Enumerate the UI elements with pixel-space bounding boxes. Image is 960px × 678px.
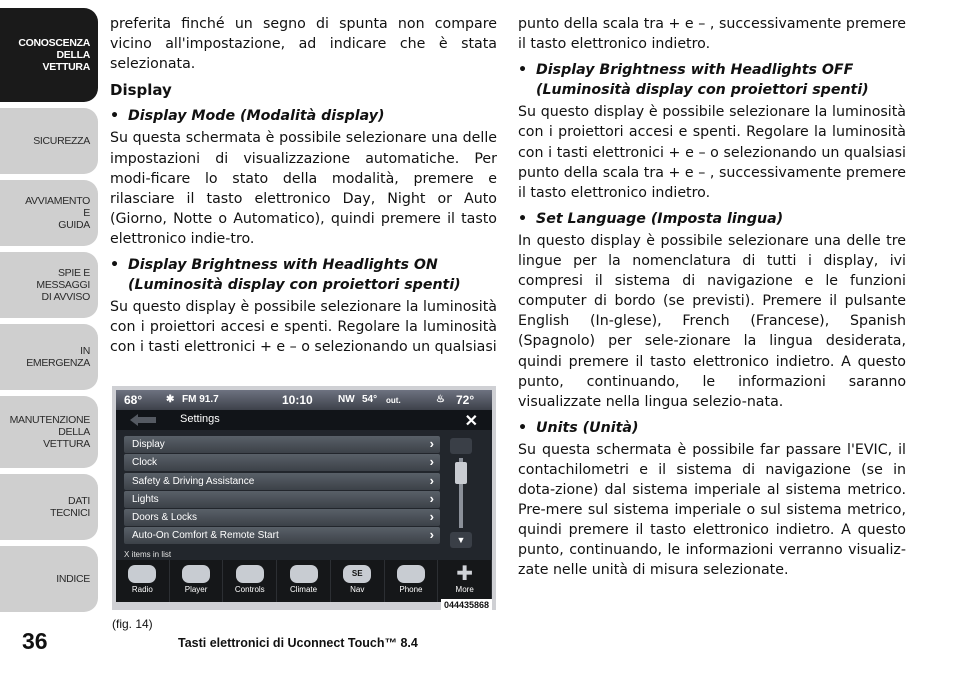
- tab-indice[interactable]: [0, 546, 98, 612]
- bullet-dot: •: [518, 419, 528, 436]
- tab-label-line: TECNICI: [50, 507, 90, 519]
- status-bar: [116, 390, 492, 410]
- phone-icon: [397, 565, 425, 583]
- list-item-label: Display: [132, 439, 165, 450]
- bullet-title: Display Mode (Modalità display): [128, 108, 385, 125]
- paragraph-brightness-off: Su questo display è possibile selezionare la luminosità con i proiettori accesi e spenti. Regolare la luminosità con i tasti elettronici + e – o selezionando un qualsiasi punto della scala tra + e – , successivamente premere il tasto elettronico indietro.: [518, 104, 906, 201]
- climate-button[interactable]: [277, 560, 331, 602]
- tab-label-line: DELLA: [56, 49, 90, 61]
- chevron-right-icon: ›: [429, 527, 434, 543]
- outside-temp: 54°: [362, 394, 378, 405]
- radio-station: FM 91.7: [182, 394, 219, 405]
- radio-button[interactable]: [116, 560, 170, 602]
- tab-label-line: EMERGENZA: [26, 357, 90, 369]
- figure-caption: Tasti elettronici di Uconnect Touch™ 8.4: [178, 636, 418, 650]
- compass-heading: NW: [338, 394, 355, 405]
- player-icon: [182, 565, 210, 583]
- tab-spie-e-messaggi[interactable]: [0, 252, 98, 318]
- bullet-display-mode: [110, 106, 497, 126]
- nav-icon: SE: [343, 565, 371, 583]
- tab-manutenzione-della-vettura[interactable]: [0, 396, 98, 468]
- tab-label-line: AVVIAMENTO: [25, 195, 90, 207]
- figure-label: (fig. 14): [112, 617, 153, 631]
- bullet-dot: •: [110, 108, 120, 125]
- tab-conoscenza-della-vettura[interactable]: [0, 8, 98, 102]
- tab-avviamento-e-guida[interactable]: [0, 180, 98, 246]
- temp-left: 68°: [124, 393, 143, 407]
- bullet-dot: •: [518, 210, 528, 227]
- scroll-down-icon[interactable]: ▼: [450, 532, 472, 548]
- bullet-dot: •: [518, 62, 528, 79]
- list-item[interactable]: [124, 473, 440, 490]
- tab-dati-tecnici[interactable]: [0, 474, 98, 540]
- chevron-right-icon: ›: [429, 509, 434, 525]
- scroll-up-button[interactable]: [450, 438, 472, 454]
- tab-label-line: VETTURA: [43, 438, 90, 450]
- screen-title: Settings: [180, 413, 220, 425]
- bullet-title: Set Language (Imposta lingua): [536, 210, 784, 227]
- outside-label: out.: [386, 396, 401, 405]
- left-column: [110, 14, 497, 364]
- bullet-brightness-off: [518, 60, 906, 100]
- chevron-right-icon: ›: [429, 472, 434, 488]
- chevron-right-icon: ›: [429, 490, 434, 506]
- list-item[interactable]: [124, 491, 440, 508]
- tab-label-line: SICUREZZA: [33, 135, 90, 147]
- list-item[interactable]: [124, 509, 440, 526]
- controls-icon: [236, 565, 264, 583]
- back-arrow-icon[interactable]: [130, 414, 156, 426]
- list-item[interactable]: [124, 436, 440, 453]
- plus-icon: ✚: [456, 563, 474, 585]
- bullet-set-language: [518, 209, 906, 229]
- tab-label-line: GUIDA: [58, 219, 90, 231]
- antenna-icon: ✱: [166, 394, 175, 405]
- tab-label-line: IN: [80, 345, 90, 357]
- tab-label-line: E: [83, 207, 90, 219]
- player-label: Player: [184, 585, 208, 594]
- paragraph-display-mode: Su questa schermata è possibile selezionare una delle impostazioni di visualizzazione automatiche. Per modi-ficare lo stato della modalità, premere e rilasciare il tasto elettronico Day, Night or Auto (Giorno, Notte o Automatico), quindi premere il tasto elettronico indie-tro.: [110, 130, 497, 247]
- list-item-label: Clock: [132, 457, 158, 469]
- bullet-title: Units (Unità): [536, 419, 639, 436]
- list-item[interactable]: [124, 454, 440, 471]
- tab-in-emergenza[interactable]: [0, 324, 98, 390]
- bullet-title: Display Brightness with Headlights OFF (Luminosità display con proiettori spenti): [536, 62, 869, 99]
- tab-label-line: MANUTENZIONE: [9, 414, 90, 426]
- list-item[interactable]: [124, 527, 440, 544]
- seat-heat-icon: ♨: [436, 394, 445, 405]
- more-label: More: [455, 585, 474, 594]
- radio-label: Radio: [131, 585, 153, 594]
- paragraph-units: Su questa schermata è possibile far passare l'EVIC, il contachilometri e il sistema di navigazione (se in dota-zione) dal sistema imperiale al sistema metrico. Pre-mere sul sistema imperiale o sul sistema metrico, quindi premere il tasto elettronico indietro. A questo punto, continuando, le informazioni verranno visualiz-zate nelle unità di misura selezionate.: [518, 441, 906, 579]
- figure-uconnect-screen: [112, 386, 496, 610]
- temp-right: 72°: [456, 393, 475, 407]
- scrollbar[interactable]: [450, 438, 472, 550]
- nav-label: Nav: [350, 585, 365, 594]
- climate-icon: [290, 565, 318, 583]
- chevron-right-icon: ›: [429, 436, 434, 451]
- section-heading-display: Display: [110, 81, 172, 100]
- phone-label: Phone: [399, 585, 423, 594]
- list-item-label: Lights: [132, 493, 159, 505]
- tab-label-line: INDICE: [56, 573, 90, 585]
- close-icon[interactable]: ✕: [464, 413, 478, 430]
- tab-label-line: VETTURA: [42, 61, 90, 73]
- list-item-label: Doors & Locks: [132, 512, 198, 524]
- controls-label: Controls: [234, 585, 265, 594]
- items-count-note: X items in list: [124, 550, 172, 559]
- climate-label: Climate: [289, 585, 318, 594]
- tab-label-line: CONOSCENZA: [18, 37, 90, 49]
- controls-button[interactable]: [223, 560, 277, 602]
- bottom-nav-bar: [116, 560, 492, 602]
- radio-icon: [128, 565, 156, 583]
- tab-label-line: DELLA: [58, 426, 90, 438]
- more-button[interactable]: [438, 560, 492, 602]
- touch-screen: [116, 390, 492, 602]
- paragraph-continuation: punto della scala tra + e – , successivamente premere il tasto elettronico indietro.: [518, 16, 906, 53]
- tab-label-line: DATI: [68, 495, 90, 507]
- tab-sicurezza[interactable]: [0, 108, 98, 174]
- scroll-thumb[interactable]: [455, 462, 467, 484]
- bullet-units: [518, 418, 906, 438]
- bullet-title: Display Brightness with Headlights ON (Luminosità display con proiettori spenti): [128, 257, 461, 294]
- title-bar: [116, 410, 492, 430]
- nav-button[interactable]: [331, 560, 385, 602]
- bullet-dot: •: [110, 257, 120, 274]
- page-number: 36: [22, 628, 48, 654]
- right-column: [518, 14, 906, 587]
- bullet-brightness-on: [110, 255, 497, 295]
- phone-button[interactable]: [385, 560, 439, 602]
- list-item-label: Safety & Driving Assistance: [132, 475, 255, 487]
- figure-code: 044435868: [441, 599, 492, 611]
- list-item-label: Auto-On Comfort & Remote Start: [132, 530, 279, 542]
- tab-label-line: DI AVVISO: [41, 291, 90, 303]
- paragraph-set-language: In questo display è possibile selezionare una delle tre lingue per la nomenclatura di tutti i display, ivi compresi il sistema di navigazione e le funzioni computer di bordo (se previsti). Premere il pulsante English (In-glese), French (Francese), Spanish (Spagnolo) per sele-zionare la lingua desiderata, quindi premere il tasto elettronico indietro. A questo punto, continuando, le informazioni saranno visualizzate nella lingua selezio-nata.: [518, 232, 906, 410]
- tab-label-line: MESSAGGI: [36, 279, 90, 291]
- player-button[interactable]: [170, 560, 224, 602]
- clock-time: 10:10: [282, 393, 313, 407]
- paragraph-brightness-on: Su questo display è possibile selezionare la luminosità con i proiettori accesi e spenti. Regolare la luminosità con i tasti elettronici + e – o selezionando un qualsiasi: [110, 299, 497, 356]
- intro-paragraph: preferita finché un segno di spunta non compare vicino all'impostazione, ad indicare che è stata selezionata.: [110, 16, 497, 73]
- chevron-right-icon: ›: [429, 454, 434, 470]
- section-sidebar: [0, 0, 100, 678]
- tab-label-line: SPIE E: [57, 267, 90, 279]
- settings-list: [124, 436, 440, 546]
